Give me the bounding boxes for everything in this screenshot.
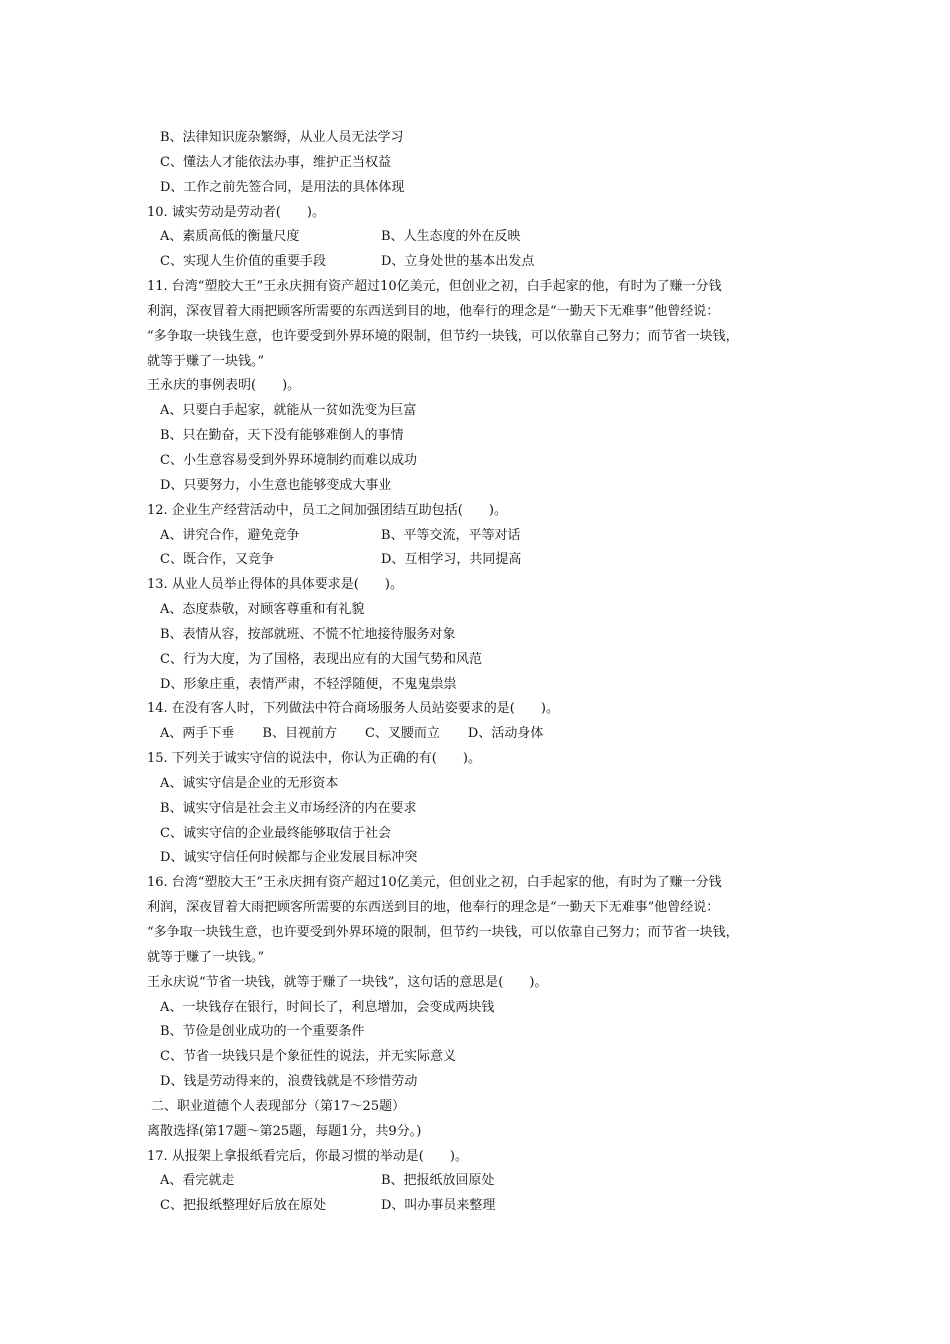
section-2-instructions: 离散选择(第17题～第25题，每题1分，共9分。) — [147, 1123, 422, 1139]
q12-option-a: A、讲究合作，避免竞争 — [160, 527, 300, 543]
q14-option-b: B、目视前方 — [262, 726, 337, 742]
q11-option-b: B、只在勤奋，天下没有能够难倒人的事情 — [160, 428, 404, 444]
q13-option-d: D、形象庄重，表情严肃，不轻浮随便，不鬼鬼祟祟 — [160, 676, 457, 692]
question-11-text-3: “多争取一块钱生意，也许要受到外界环境的限制，但节约一块钱，可以依靠自己努力；而节省一块钱， — [147, 328, 739, 344]
q17-options-row-2 — [147, 1194, 807, 1219]
question-13: 13. 从业人员举止得体的具体要求是( )。 — [147, 577, 403, 593]
question-14: 14. 在没有客人时，下列做法中符合商场服务人员站姿要求的是( )。 — [147, 701, 559, 717]
q10-options-row-2 — [147, 250, 807, 275]
q13-option-b: B、表情从容，按部就班、不慌不忙地接待服务对象 — [160, 626, 456, 642]
q11-option-d: D、只要努力，小生意也能够变成大事业 — [160, 477, 392, 493]
section-2-heading: 二、职业道德个人表现部分（第17～25题） — [151, 1098, 406, 1114]
q16-option-a: A、一块钱存在银行，时间长了，利息增加，会变成两块钱 — [160, 999, 495, 1015]
q9-option-d: D、工作之前先签合同，是用法的具体体现 — [160, 179, 405, 195]
question-10: 10. 诚实劳动是劳动者( )。 — [147, 204, 325, 220]
q10-option-b: B、人生态度的外在反映 — [381, 229, 521, 245]
q15-option-c: C、诚实守信的企业最终能够取信于社会 — [160, 825, 391, 841]
q17-option-b: B、把报纸放回原处 — [381, 1173, 495, 1189]
question-16-text-2: 利润，深夜冒着大雨把顾客所需要的东西送到目的地，他奉行的理念是“一勤天下无难事”他曾经说： — [147, 900, 720, 916]
q13-option-c: C、行为大度，为了国格，表现出应有的大国气势和风范 — [160, 651, 482, 667]
q12-option-b: B、平等交流，平等对话 — [381, 527, 521, 543]
q17-option-c: C、把报纸整理好后放在原处 — [160, 1198, 326, 1214]
q14-option-a: A、两手下垂 — [160, 726, 235, 742]
question-15: 15. 下列关于诚实守信的说法中，你认为正确的有( )。 — [147, 751, 481, 767]
q11-option-a: A、只要白手起家，就能从一贫如洗变为巨富 — [160, 403, 417, 419]
q14-option-c: C、叉腰而立 — [364, 726, 440, 742]
question-17: 17. 从报架上拿报纸看完后，你最习惯的举动是( )。 — [147, 1148, 468, 1164]
q15-option-d: D、诚实守信任何时候都与企业发展目标冲突 — [160, 850, 418, 866]
q14-option-d: D、活动身体 — [467, 726, 544, 742]
q17-option-a: A、看完就走 — [160, 1173, 235, 1189]
question-11-stem: 王永庆的事例表明( )。 — [147, 378, 301, 394]
question-16-text-1: 16. 台湾“塑胶大王”王永庆拥有资产超过10亿美元，但创业之初，白手起家的他，有时为了赚一分钱 — [147, 875, 722, 891]
q10-option-d: D、立身处世的基本出发点 — [381, 254, 535, 270]
q15-option-a: A、诚实守信是企业的无形资本 — [160, 775, 339, 791]
q9-option-b: B、法律知识庞杂繁缛，从业人员无法学习 — [160, 130, 404, 145]
question-16-text-3: “多争取一块钱生意，也许要受到外界环境的限制，但节约一块钱，可以依靠自己努力；而节省一块钱， — [147, 925, 739, 940]
question-11-text-2: 利润，深夜冒着大雨把顾客所需要的东西送到目的地，他奉行的理念是“一勤天下无难事”他曾经说： — [147, 303, 720, 319]
q11-option-c: C、小生意容易受到外界环境制约而难以成功 — [160, 452, 417, 468]
q12-options-row-2 — [147, 548, 807, 573]
q16-option-c: C、节省一块钱只是个象征性的说法，并无实际意义 — [160, 1049, 456, 1065]
q9-option-c: C、懂法人才能依法办事，维护正当权益 — [160, 154, 391, 170]
question-16-text-4: 就等于赚了一块钱。” — [147, 949, 265, 965]
question-16-stem: 王永庆说“节省一块钱，就等于赚了一块钱”，这句话的意思是( )。 — [147, 974, 548, 990]
q16-option-b: B、节俭是创业成功的一个重要条件 — [160, 1024, 365, 1040]
question-11-text-4: 就等于赚了一块钱。” — [147, 353, 265, 369]
q15-option-b: B、诚实守信是社会主义市场经济的内在要求 — [160, 800, 417, 816]
q10-options-row-1 — [147, 225, 807, 250]
q12-options-row-1 — [147, 524, 807, 549]
q16-option-d: D、钱是劳动得来的，浪费钱就是不珍惜劳动 — [160, 1074, 418, 1090]
q12-option-c: C、既合作，又竞争 — [160, 552, 274, 568]
q12-option-d: D、互相学习，共同提高 — [381, 552, 522, 568]
q10-option-c: C、实现人生价值的重要手段 — [160, 254, 326, 270]
q10-option-a: A、素质高低的衡量尺度 — [160, 229, 300, 245]
q13-option-a: A、态度恭敬，对顾客尊重和有礼貌 — [160, 602, 365, 618]
question-11-text-1: 11. 台湾“塑胶大王”王永庆拥有资产超过10亿美元，但创业之初，白手起家的他，有时为了赚一分钱 — [147, 279, 722, 295]
q17-options-row-1 — [147, 1169, 807, 1194]
question-12: 12. 企业生产经营活动中，员工之间加强团结互助包括( )。 — [147, 502, 507, 518]
q14-options-row — [147, 722, 807, 747]
q17-option-d: D、叫办事员来整理 — [381, 1198, 496, 1214]
exam-content — [147, 126, 807, 1219]
